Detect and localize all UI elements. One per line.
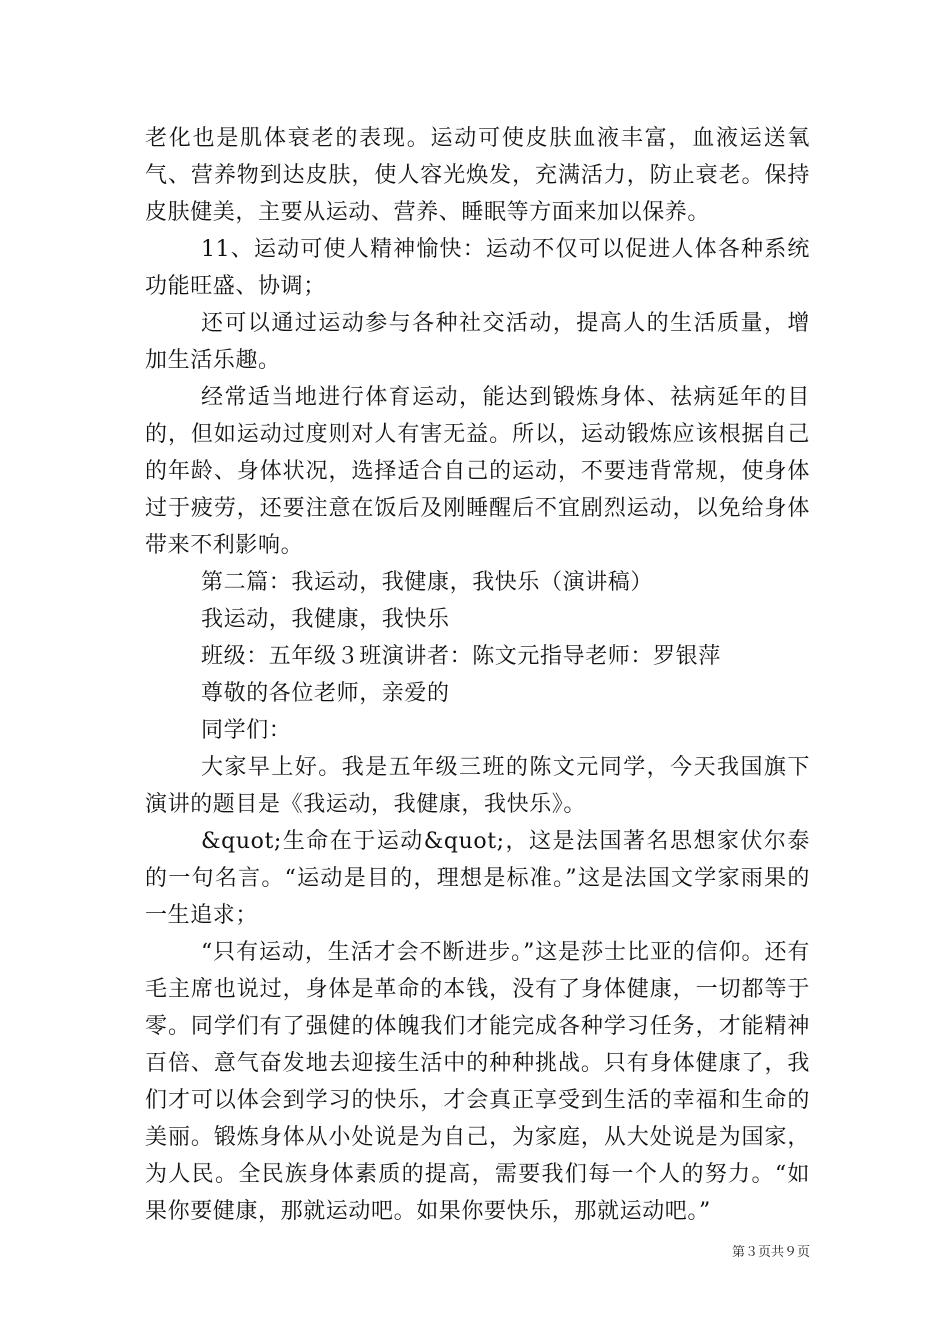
paragraph-quotes: &quot;生命在于运动&quot;，这是法国著名思想家伏尔泰的一句名言。“运动是目的，理想是标准。”这是法国文学家雨果的一生追求； <box>145 829 810 928</box>
paragraph-3: 还可以通过运动参与各种社交活动，提高人的生活质量，增加生活乐趣。 <box>145 311 810 373</box>
salutation-line-2: 同学们： <box>201 718 292 743</box>
speech-title: 我运动，我健康，我快乐 <box>201 607 450 632</box>
section-heading: 第二篇：我运动，我健康，我快乐（演讲稿） <box>201 570 654 595</box>
speech-byline: 班级：五年级３班演讲者：陈文元指导老师：罗银萍 <box>201 644 721 669</box>
page-number: 第３页共９页 <box>731 1245 810 1260</box>
paragraph-4: 经常适当地进行体育运动，能达到锻炼身体、祛病延年的目的，但如运动过度则对人有害无益。所以，运动锻炼应该根据自己的年龄、身体状况，选择适合自己的运动，不要违背常规，使身体过于疲劳，还要注意在饭后及刚睡醒后不宜剧烈运动，以免给身体带来不利影响。 <box>145 385 810 558</box>
paragraph-body: “只有运动，生活才会不断进步。”这是莎士比亚的信仰。还有毛主席也说过，身体是革命的本钱，没有了身体健康，一切都等于零。同学们有了强健的体魄我们才能完成各种学习任务，才能精神百倍、意气奋发地去迎接生活中的种种挑战。只有身体健康了，我们才可以体会到学习的快乐，才会真正享受到生活的幸福和生命的美丽。锻炼身体从小处说是为自己，为家庭，从大处说是为国家，为人民。全民族身体素质的提高，需要我们每一个人的努力。“如果你要健康，那就运动吧。如果你要快乐，那就运动吧。” <box>145 940 810 1224</box>
document-body <box>145 120 810 1230</box>
salutation-line-1: 尊敬的各位老师，亲爱的 <box>201 681 450 706</box>
paragraph-2: 11、运动可使人精神愉快：运动不仅可以促进人体各种系统功能旺盛、协调； <box>145 237 810 299</box>
paragraph-1: 老化也是肌体衰老的表现。运动可使皮肤血液丰富，血液运送氧气、营养物到达皮肤，使人容光焕发，充满活力，防止衰老。保持皮肤健美，主要从运动、营养、睡眠等方面来加以保养。 <box>145 126 810 225</box>
paragraph-greeting: 大家早上好。我是五年级三班的陈文元同学，今天我国旗下演讲的题目是《我运动，我健康，我快乐》。 <box>145 755 810 817</box>
